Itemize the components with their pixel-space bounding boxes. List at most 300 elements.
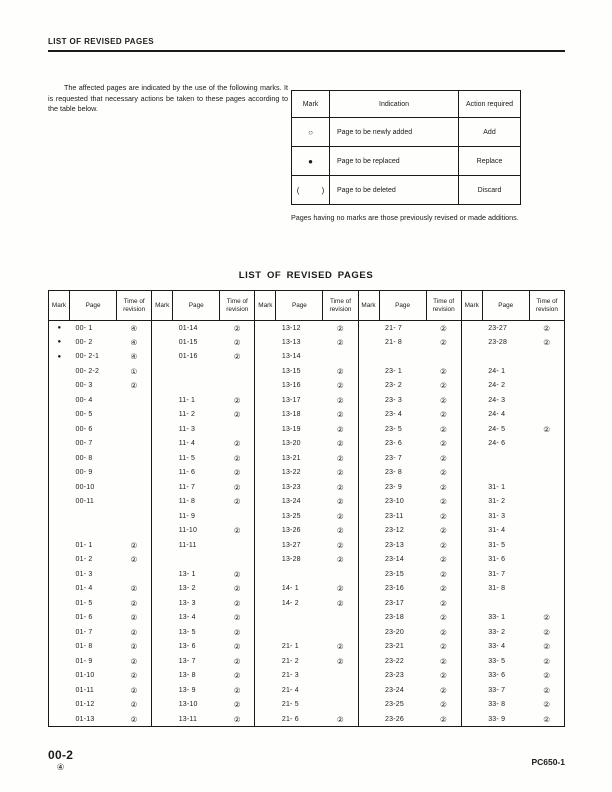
cell-page: 24- 5 [488, 425, 506, 433]
revision-col-header-revision: Time of revision [426, 291, 461, 321]
cell-revision [529, 509, 564, 524]
cell-page: 01- 1 [75, 541, 93, 549]
parentheses-mark-icon: ( ) [292, 176, 330, 205]
cell-page: 31- 4 [488, 527, 506, 535]
marks-legend-table [291, 90, 521, 205]
cell-page: 31- 1 [488, 483, 506, 491]
revision-table-row [49, 611, 565, 626]
cell-revision: ② [233, 497, 241, 507]
cell-revision: ② [440, 700, 447, 710]
cell-page: 01-10 [75, 672, 95, 680]
cell-revision [529, 451, 564, 466]
cell-revision [220, 553, 255, 568]
cell-page: 31- 5 [488, 541, 506, 549]
cell-mark [255, 321, 276, 336]
cell-mark [255, 640, 276, 655]
cell-revision [529, 393, 564, 408]
cell-page: 23- 8 [385, 469, 403, 477]
cell-revision [529, 495, 564, 510]
cell-mark [152, 422, 173, 437]
cell-page: 14- 2 [281, 599, 299, 607]
cell-revision: ② [440, 424, 447, 434]
cell-mark [255, 712, 276, 727]
cell-revision: ② [440, 656, 447, 666]
cell-revision: ② [440, 381, 447, 391]
cell-revision: ② [130, 700, 138, 710]
cell-mark [358, 451, 379, 466]
cell-page: 11- 7 [178, 483, 196, 491]
cell-mark [358, 683, 379, 698]
cell-revision: ④ [130, 323, 138, 333]
cell-mark [152, 524, 173, 539]
cell-mark [152, 683, 173, 698]
cell-revision: ② [336, 323, 344, 333]
cell-page: 13-11 [178, 715, 198, 723]
cell-page: 00- 2-1 [75, 353, 100, 361]
cell-page: 11- 6 [178, 469, 196, 477]
cell-mark [461, 437, 482, 452]
cell-revision: ② [440, 627, 447, 637]
revision-table-row [49, 393, 565, 408]
cell-revision [117, 466, 152, 481]
cell-page: 13- 8 [178, 672, 196, 680]
cell-page: 13-19 [281, 425, 301, 433]
cell-mark [358, 379, 379, 394]
cell-revision: ② [440, 526, 447, 536]
cell-revision [117, 437, 152, 452]
cell-revision: ② [336, 439, 344, 449]
cell-mark [461, 654, 482, 669]
cell-page: 01-16 [178, 353, 198, 361]
cell-mark: ● [57, 325, 62, 331]
cell-page: 23- 6 [385, 440, 403, 448]
cell-page: 13- 9 [178, 686, 196, 694]
cell-revision: ② [543, 627, 551, 637]
intro-paragraph: The affected pages are indicated by the use of the following marks. It is requested that necessary actions be taken to these pages according to the table below. [48, 83, 288, 114]
revision-table [48, 290, 565, 727]
cell-mark [461, 335, 482, 350]
cell-page: 33- 6 [488, 672, 506, 680]
revision-table-row [49, 350, 565, 365]
cell-revision: ② [336, 511, 344, 521]
cell-revision [220, 364, 255, 379]
cell-revision: ② [440, 468, 447, 478]
cell-mark [49, 712, 70, 727]
cell-revision [529, 582, 564, 597]
revision-table-row [49, 567, 565, 582]
cell-revision: ② [440, 439, 447, 449]
cell-revision: ② [440, 511, 447, 521]
cell-revision: ② [233, 526, 241, 536]
cell-page [482, 451, 529, 466]
cell-page: 01- 2 [75, 556, 93, 564]
cell-mark [358, 466, 379, 481]
revision-table-row [49, 596, 565, 611]
cell-revision [529, 567, 564, 582]
cell-page: 11-11 [178, 541, 197, 549]
cell-revision: ④ [130, 352, 138, 362]
cell-mark [461, 509, 482, 524]
cell-mark [49, 524, 70, 539]
cell-page: 11- 1 [178, 396, 196, 404]
cell-revision: ② [440, 497, 447, 507]
cell-revision: ② [130, 656, 138, 666]
revision-col-header-mark: Mark [461, 291, 482, 321]
cell-page: 33- 7 [488, 686, 506, 694]
cell-revision: ② [233, 453, 241, 463]
revision-col-header-page: Page [70, 291, 117, 321]
cell-page: 31- 8 [488, 585, 506, 593]
cell-revision: ② [336, 453, 344, 463]
cell-revision: ② [336, 598, 344, 608]
cell-revision: ② [336, 642, 344, 652]
cell-revision: ② [233, 482, 241, 492]
cell-mark [152, 625, 173, 640]
cell-mark [358, 654, 379, 669]
cell-mark [49, 480, 70, 495]
cell-page: 00- 2 [75, 338, 93, 346]
cell-revision [117, 495, 152, 510]
cell-page [482, 350, 529, 365]
cell-revision: ② [543, 642, 551, 652]
revision-table-row [49, 437, 565, 452]
cell-revision [323, 567, 358, 582]
cell-revision: ② [440, 685, 447, 695]
cell-mark [358, 698, 379, 713]
cell-mark [255, 437, 276, 452]
revision-table-row [49, 379, 565, 394]
cell-mark [152, 466, 173, 481]
cell-revision [529, 596, 564, 611]
cell-revision: ② [233, 337, 241, 347]
cell-revision: ② [440, 569, 447, 579]
cell-mark [152, 393, 173, 408]
cell-revision: ② [233, 613, 241, 623]
cell-revision [529, 524, 564, 539]
cell-revision [529, 364, 564, 379]
cell-revision: ② [336, 337, 344, 347]
cell-page: 01- 8 [75, 643, 93, 651]
cell-revision: ② [336, 482, 344, 492]
cell-revision: ② [130, 642, 138, 652]
cell-mark [152, 451, 173, 466]
cell-page: 13-16 [281, 382, 301, 390]
cell-page [482, 596, 529, 611]
cell-revision: ② [130, 627, 138, 637]
cell-page: 13-22 [281, 469, 301, 477]
cell-mark [49, 509, 70, 524]
footer-page-revision-mark: ④ [56, 762, 65, 772]
cell-revision [117, 393, 152, 408]
revision-table-row [49, 422, 565, 437]
cell-page: 24- 1 [488, 367, 506, 375]
cell-mark [358, 582, 379, 597]
cell-mark [358, 509, 379, 524]
cell-mark [461, 350, 482, 365]
cell-revision [117, 451, 152, 466]
cell-mark [49, 538, 70, 553]
cell-mark [255, 683, 276, 698]
cell-mark [358, 567, 379, 582]
cell-revision: ② [130, 598, 138, 608]
cell-page: 00- 2-2 [75, 367, 100, 375]
cell-revision [529, 538, 564, 553]
cell-mark [461, 611, 482, 626]
cell-page: 33- 4 [488, 643, 506, 651]
cell-mark [358, 611, 379, 626]
cell-mark [152, 335, 173, 350]
cell-revision: ② [543, 671, 551, 681]
cell-mark [255, 379, 276, 394]
cell-revision: ② [233, 685, 241, 695]
revision-col-header-revision: Time of revision [529, 291, 564, 321]
cell-mark [49, 582, 70, 597]
cell-page: 11- 8 [178, 498, 196, 506]
cell-page: 23-13 [385, 541, 404, 549]
cell-page: 01- 6 [75, 614, 93, 622]
cell-revision: ② [336, 497, 344, 507]
cell-mark [152, 364, 173, 379]
cell-mark [255, 669, 276, 684]
cell-revision: ② [233, 395, 241, 405]
cell-revision [117, 480, 152, 495]
cell-revision: ② [233, 584, 241, 594]
cell-revision: ② [233, 569, 241, 579]
revision-table-row [49, 321, 565, 336]
cell-page: 21- 1 [281, 643, 299, 651]
revision-table-row [49, 553, 565, 568]
cell-mark [49, 596, 70, 611]
cell-revision: ② [233, 656, 241, 666]
cell-revision: ② [336, 584, 344, 594]
cell-mark [255, 480, 276, 495]
cell-page [379, 350, 426, 365]
cell-revision: ② [440, 366, 447, 376]
cell-page: 13-20 [281, 440, 301, 448]
cell-mark [152, 321, 173, 336]
revision-col-header-mark: Mark [49, 291, 70, 321]
marks-row-added [292, 118, 521, 147]
cell-mark [358, 596, 379, 611]
cell-mark [255, 364, 276, 379]
cell-revision: ② [440, 540, 447, 550]
marks-action-text: Replace [459, 147, 521, 176]
cell-mark [152, 350, 173, 365]
footer-page-number: 00-2 [48, 748, 74, 762]
cell-revision [220, 509, 255, 524]
revision-table-row [49, 669, 565, 684]
cell-mark [358, 669, 379, 684]
cell-revision: ② [130, 685, 138, 695]
page-header-title: LIST OF REVISED PAGES [48, 37, 155, 46]
cell-mark [358, 712, 379, 727]
cell-revision [117, 524, 152, 539]
cell-mark [358, 422, 379, 437]
marks-indication-text: Page to be newly added [330, 118, 459, 147]
cell-page [276, 611, 323, 626]
cell-page: 00- 9 [75, 469, 93, 477]
cell-mark [255, 611, 276, 626]
cell-mark [49, 393, 70, 408]
cell-page: 31- 3 [488, 512, 506, 520]
revision-col-header-page: Page [173, 291, 220, 321]
cell-page: 21- 2 [281, 657, 299, 665]
cell-mark [461, 422, 482, 437]
cell-page [276, 567, 323, 582]
cell-page: 01- 7 [75, 628, 93, 636]
cell-mark [255, 524, 276, 539]
cell-revision: ② [233, 598, 241, 608]
cell-revision: ② [440, 671, 447, 681]
cell-page [173, 553, 220, 568]
cell-mark [49, 625, 70, 640]
revision-table-title: LIST OF REVISED PAGES [238, 270, 374, 281]
cell-page: 13- 2 [178, 585, 196, 593]
cell-mark [358, 640, 379, 655]
cell-page: 01- 4 [75, 585, 93, 593]
cell-page: 23-21 [385, 643, 404, 651]
cell-page: 23-28 [488, 338, 508, 346]
cell-revision [529, 553, 564, 568]
revision-table-row [49, 335, 565, 350]
cell-mark [461, 524, 482, 539]
cell-mark [461, 625, 482, 640]
cell-revision: ② [336, 555, 344, 565]
marks-row-replaced [292, 147, 521, 176]
cell-mark [255, 350, 276, 365]
cell-revision [529, 350, 564, 365]
cell-revision: ② [440, 482, 447, 492]
cell-revision: ② [336, 395, 344, 405]
marks-header-indication: Indication [330, 91, 459, 118]
cell-revision [220, 538, 255, 553]
cell-page: 23-12 [385, 527, 404, 535]
cell-revision: ② [130, 584, 138, 594]
cell-revision: ② [440, 453, 447, 463]
cell-revision: ② [440, 395, 447, 405]
cell-page: 11- 9 [178, 512, 196, 520]
cell-page [173, 364, 220, 379]
cell-page: 33- 8 [488, 701, 506, 709]
cell-mark [49, 654, 70, 669]
cell-mark [152, 379, 173, 394]
marks-action-text: Discard [459, 176, 521, 205]
cell-page: 13-24 [281, 498, 301, 506]
cell-page: 23- 9 [385, 483, 403, 491]
cell-revision: ② [233, 671, 241, 681]
cell-mark [152, 640, 173, 655]
cell-mark [152, 509, 173, 524]
cell-page: 24- 6 [488, 440, 506, 448]
cell-revision: ② [233, 439, 241, 449]
cell-page: 23-23 [385, 672, 404, 680]
cell-page: 13-15 [281, 367, 301, 375]
cell-revision: ② [336, 526, 344, 536]
cell-mark [49, 640, 70, 655]
cell-revision: ② [233, 700, 241, 710]
cell-page: 23- 2 [385, 382, 403, 390]
cell-page: 23-24 [385, 686, 404, 694]
cell-page [173, 379, 220, 394]
cell-mark [152, 408, 173, 423]
cell-mark [461, 538, 482, 553]
cell-mark [152, 582, 173, 597]
cell-page: 24- 4 [488, 411, 506, 419]
marks-row-deleted [292, 176, 521, 205]
cell-revision: ② [336, 540, 344, 550]
marks-indication-text: Page to be deleted [330, 176, 459, 205]
revision-table-row [49, 712, 565, 727]
cell-revision: ② [440, 584, 447, 594]
cell-page: 23-22 [385, 657, 404, 665]
cell-page: 11- 4 [178, 440, 196, 448]
revision-table-head [49, 291, 565, 321]
cell-mark [461, 480, 482, 495]
cell-revision [529, 480, 564, 495]
cell-page: 01- 3 [75, 570, 93, 578]
cell-page: 33- 1 [488, 614, 506, 622]
revision-table-row [49, 683, 565, 698]
cell-mark [461, 495, 482, 510]
cell-mark [358, 335, 379, 350]
cell-mark [49, 379, 70, 394]
cell-mark [49, 408, 70, 423]
cell-mark [461, 379, 482, 394]
cell-revision: ② [233, 468, 241, 478]
cell-page: 23-17 [385, 599, 404, 607]
cell-page: 23- 7 [385, 454, 403, 462]
cell-page: 23-26 [385, 715, 404, 723]
cell-page: 31- 2 [488, 498, 506, 506]
cell-page: 23-15 [385, 570, 404, 578]
cell-revision: ② [130, 381, 138, 391]
cell-mark [255, 335, 276, 350]
cell-page: 21- 8 [385, 338, 403, 346]
cell-revision [323, 683, 358, 698]
cell-revision: ② [233, 714, 241, 724]
cell-mark [358, 350, 379, 365]
cell-page: 13-27 [281, 541, 301, 549]
cell-revision: ② [130, 555, 138, 565]
revision-table-row [49, 640, 565, 655]
revision-table-header-row [49, 291, 565, 321]
revision-table-row [49, 408, 565, 423]
cell-revision: ② [543, 424, 551, 434]
revision-col-header-page: Page [379, 291, 426, 321]
marks-action-text: Add [459, 118, 521, 147]
revision-table-row [49, 495, 565, 510]
cell-mark [152, 611, 173, 626]
cell-page: 13-26 [281, 527, 301, 535]
cell-mark [49, 683, 70, 698]
cell-revision [117, 509, 152, 524]
cell-mark [358, 393, 379, 408]
cell-revision [323, 698, 358, 713]
cell-mark [152, 596, 173, 611]
cell-mark [49, 422, 70, 437]
cell-revision: ② [440, 714, 447, 724]
cell-page: 00- 4 [75, 396, 93, 404]
cell-mark [152, 437, 173, 452]
cell-page: 01- 5 [75, 599, 93, 607]
cell-revision: ① [130, 366, 138, 376]
cell-mark [461, 321, 482, 336]
cell-mark [461, 683, 482, 698]
cell-page [482, 466, 529, 481]
revision-col-header-page: Page [276, 291, 323, 321]
cell-page: 13-13 [281, 338, 301, 346]
revision-table-row [49, 451, 565, 466]
